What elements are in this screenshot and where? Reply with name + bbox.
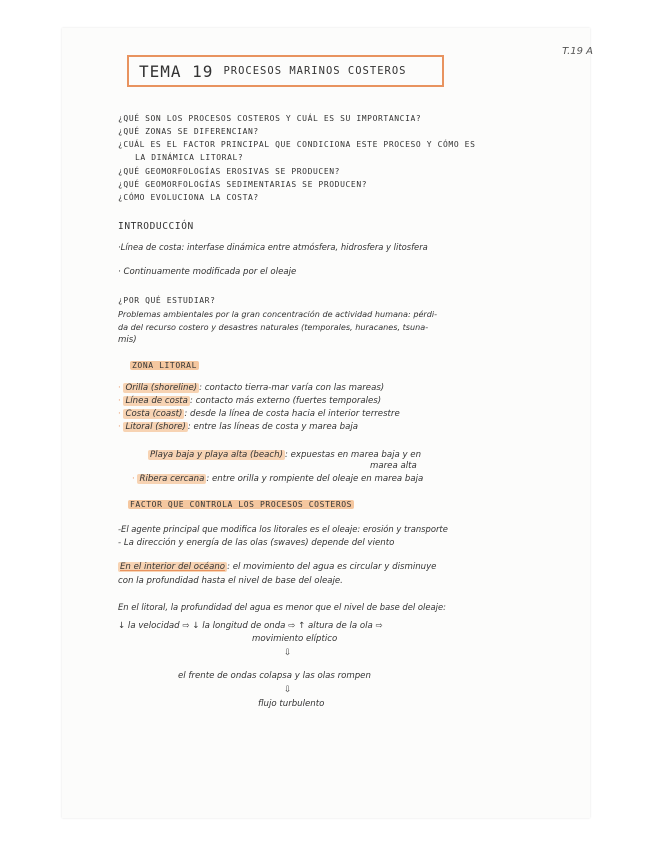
arrow-down-icon-2: ⇩ — [284, 685, 292, 695]
zona-term-2: Línea de costa — [125, 396, 188, 406]
playa-term: Playa baja y playa alta (beach) — [150, 450, 283, 460]
factor-line-1: -El agente principal que modifica los litorales es el oleaje: erosión y transporte — [118, 524, 448, 534]
zona-desc-2: : contacto más externo (fuertes temporales) — [189, 396, 382, 406]
zona-desc-1: : contacto tierra-mar varía con las mareas) — [199, 383, 385, 393]
intro-line-2: · Continuamente modificada por el oleaje — [118, 267, 297, 277]
intro-line-1: ·Línea de costa: interfase dinámica entre atmósfera, hidrosfera y litosfera — [118, 242, 428, 252]
playa-line — [148, 450, 421, 460]
question-1: ¿QUÉ SON LOS PROCESOS COSTEROS Y CUÁL ES SU IMPORTANCIA? — [118, 114, 422, 123]
question-5: ¿QUÉ GEOMORFOLOGÍAS SEDIMENTARIAS SE PRODUCEN? — [118, 180, 368, 189]
why-line-1: Problemas ambientales por la gran concentración de actividad humana: pérdi- — [118, 309, 438, 319]
zona-desc-4: : entre las líneas de costa y marea baja — [187, 422, 358, 432]
zona-term-3: Costa (coast) — [125, 409, 183, 419]
flow-text: flujo turbulento — [258, 699, 325, 709]
zona-desc-3: : desde la línea de costa hacia el interior terrestre — [184, 409, 400, 419]
zona-term-4: Litoral (shore) — [125, 422, 186, 432]
arrow-down-icon-1: ⇩ — [284, 648, 292, 658]
zona-heading-text: ZONA LITORAL — [132, 361, 197, 370]
interior-desc-1: : el movimiento del agua es circular y disminuye — [227, 562, 437, 572]
page-title: TEMA 19 — [139, 61, 214, 81]
title-box — [127, 55, 444, 87]
ribera-desc: : entre orilla y rompiente del oleaje en marea baja — [206, 474, 424, 484]
factor-line-2: - La dirección y energía de las olas (swaves) depende del viento — [118, 538, 395, 548]
question-4: ¿QUÉ GEOMORFOLOGÍAS EROSIVAS SE PRODUCEN? — [118, 167, 341, 176]
zona-term-1: Orilla (shoreline) — [125, 383, 198, 393]
zona-heading — [130, 361, 199, 370]
playa-desc-2: marea alta — [370, 461, 417, 471]
page-number: T.19 A — [562, 46, 593, 57]
question-3-cont: LA DINÁMICA LITORAL? — [135, 153, 244, 162]
factor-heading-text: FACTOR QUE CONTROLA LOS PROCESOS COSTEROS — [130, 500, 353, 509]
question-3: ¿CUÁL ES EL FACTOR PRINCIPAL QUE CONDICIONA ESTE PROCESO Y CÓMO ES — [118, 140, 476, 149]
litoral-line: En el litoral, la profundidad del agua es menor que el nivel de base del oleaje: — [118, 602, 446, 612]
zona-item-2: · Línea de costa : contacto más externo (fuertes temporales) — [118, 396, 382, 406]
why-line-3: mis) — [118, 335, 137, 345]
page-subtitle: PROCESOS MARINOS COSTEROS — [223, 65, 407, 77]
zona-item-1: · Orilla (shoreline) : contacto tierra-mar varía con las mareas) — [118, 383, 385, 393]
interior-desc-2: con la profundidad hasta el nivel de base del oleaje. — [118, 576, 343, 586]
zona-item-3: · Costa (coast) : desde la línea de costa hacia el interior terrestre — [118, 409, 400, 419]
intro-heading: INTRODUCCIÓN — [118, 221, 194, 232]
ribera-line: · Ribera cercana : entre orilla y rompiente del oleaje en marea baja — [132, 474, 424, 484]
why-line-2: da del recurso costero y desastres naturales (temporales, huracanes, tsuna- — [118, 322, 429, 332]
elliptic-text: movimiento elíptico — [252, 634, 338, 644]
factor-heading — [128, 500, 354, 509]
question-2: ¿QUÉ ZONAS SE DIFERENCIAN? — [118, 127, 259, 136]
interior-term: En el interior del océano — [120, 562, 226, 572]
interior-line — [118, 562, 436, 572]
question-6: ¿CÓMO EVOLUCIONA LA COSTA? — [118, 193, 259, 202]
zona-item-4: · Litoral (shore) : entre las líneas de costa y marea baja — [118, 422, 358, 432]
why-question: ¿POR QUÉ ESTUDIAR? — [118, 296, 216, 305]
front-text: el frente de ondas colapsa y las olas rompen — [178, 671, 371, 681]
ribera-term: Ribera cercana — [139, 474, 205, 484]
chain-line: ↓ la velocidad ⇨ ↓ la longitud de onda ⇨ ↑ altura de la ola ⇨ — [118, 621, 383, 631]
playa-desc-1: : expuestas en marea baja y en — [284, 450, 422, 460]
